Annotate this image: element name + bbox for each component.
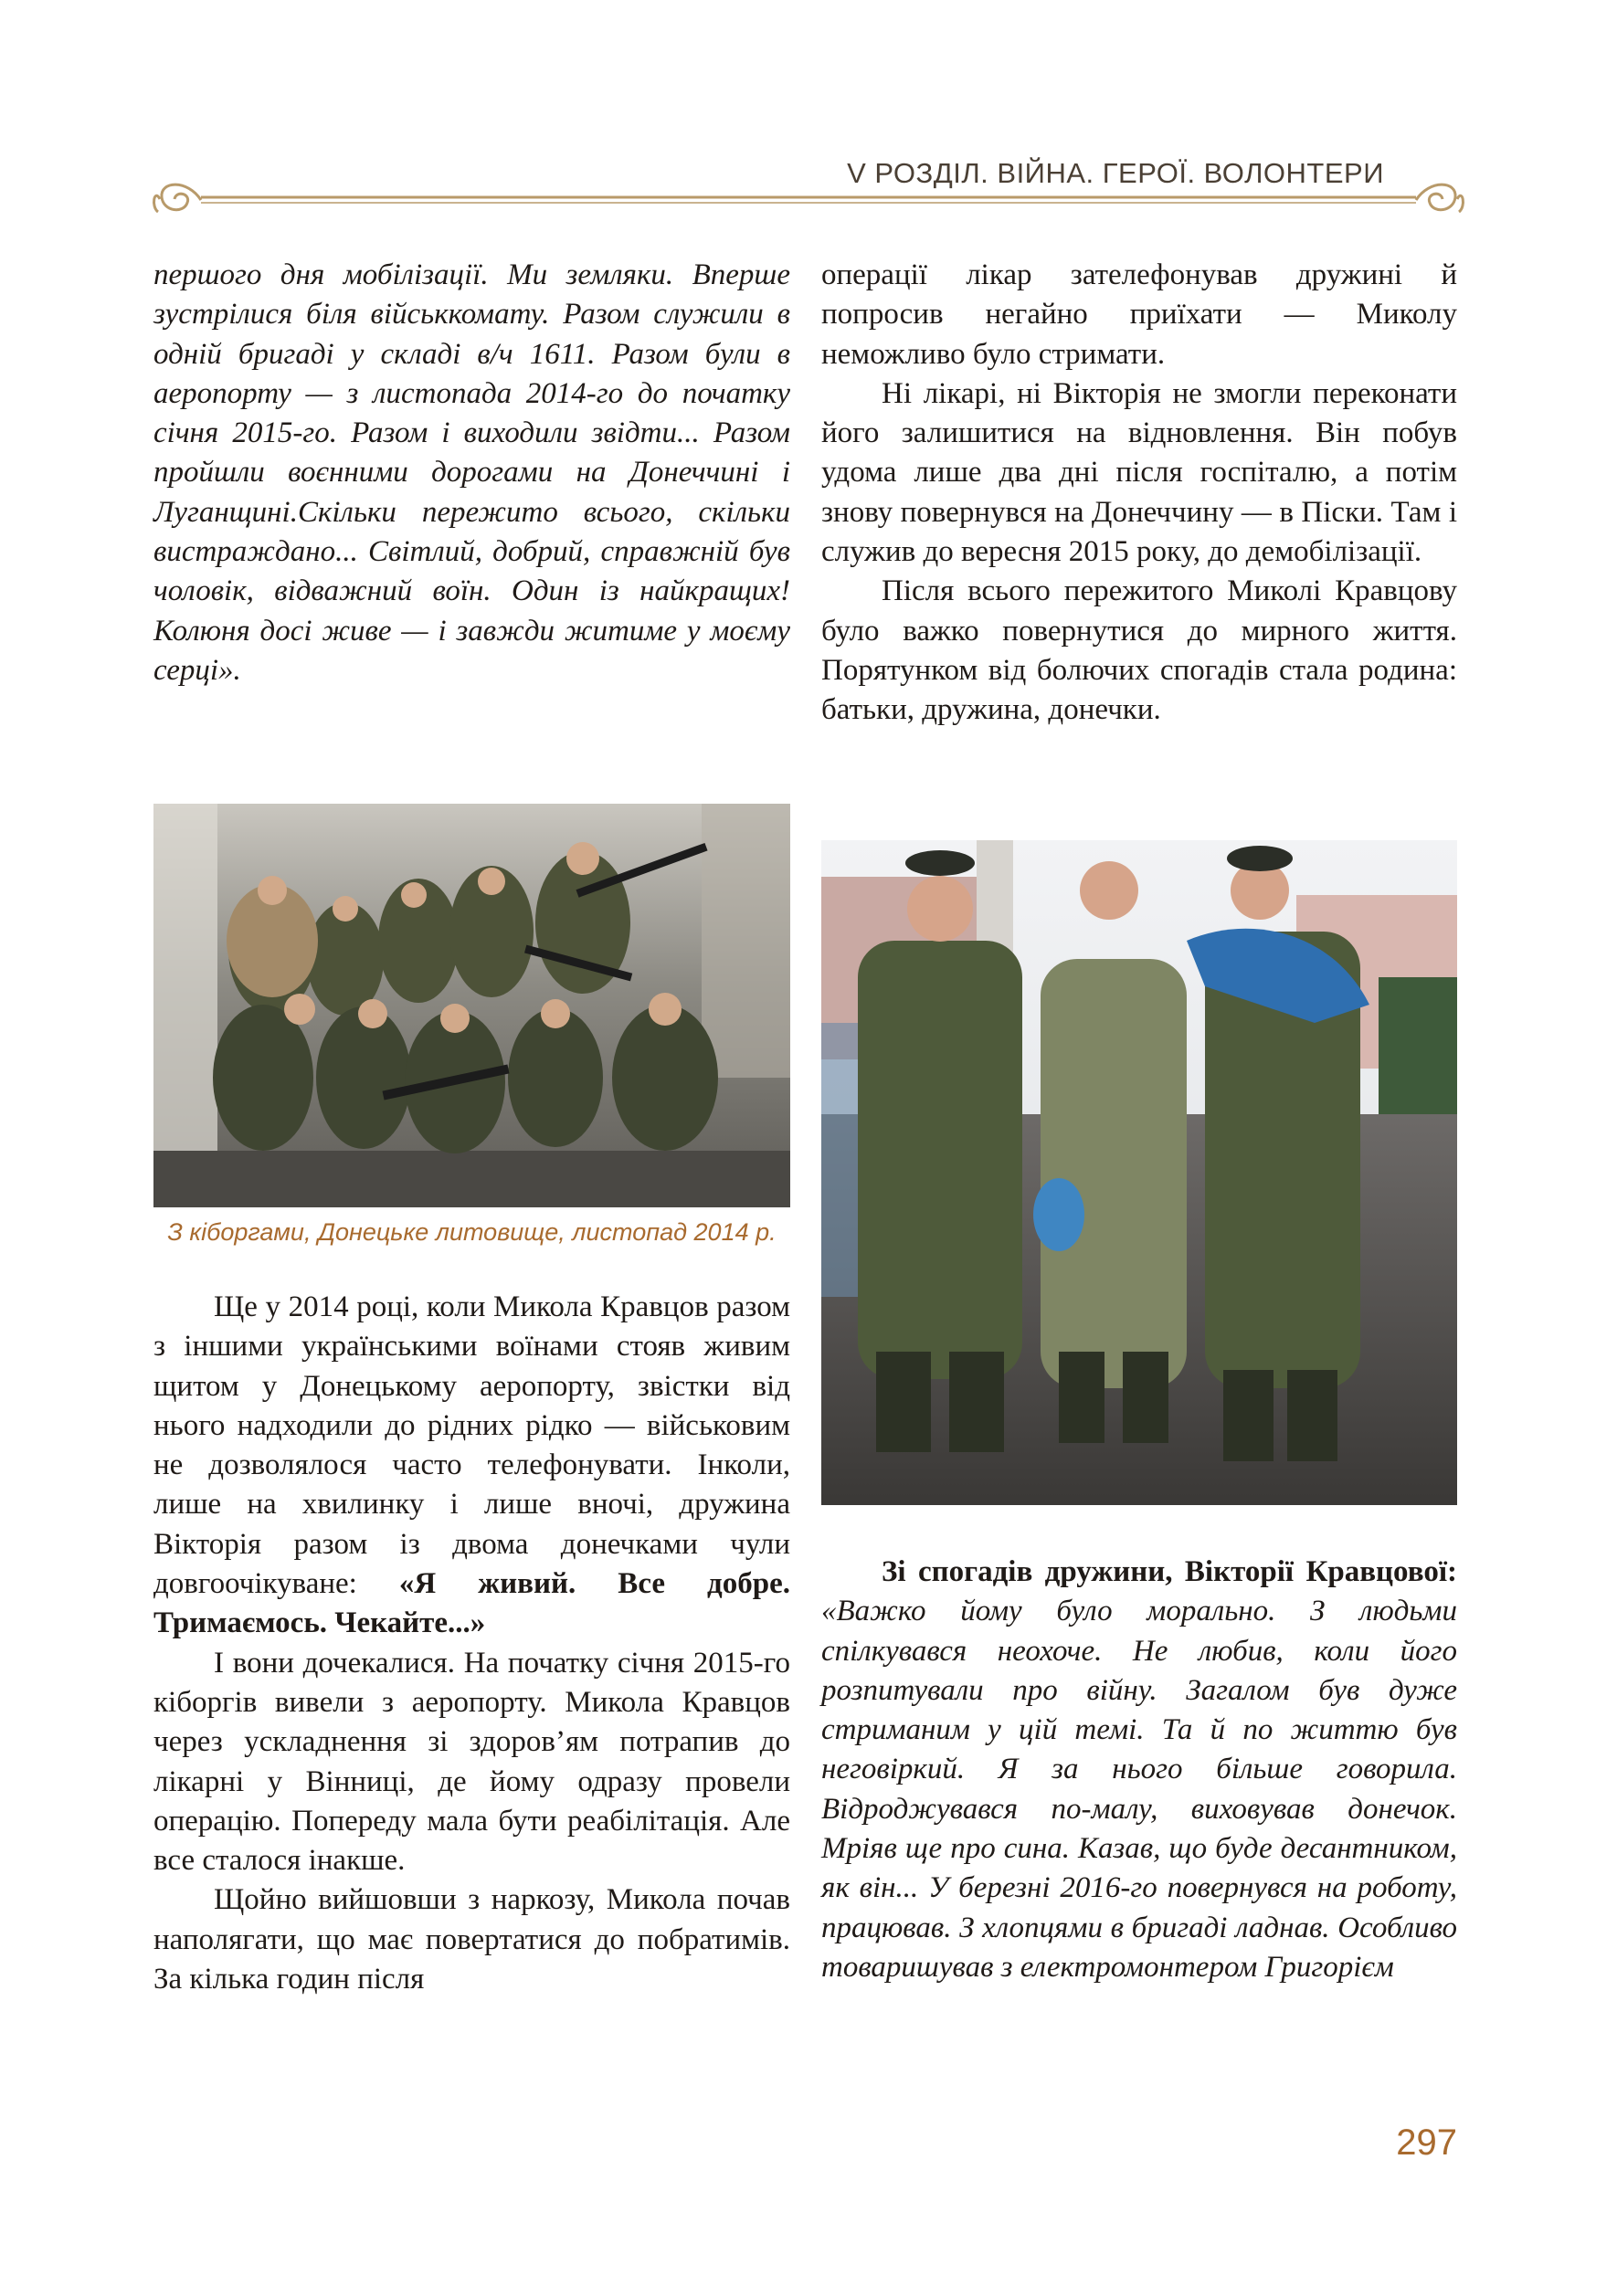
paragraph-news-text: Ще у 2014 році, коли Микола Кравцов разом з іншими українськими воїнами стояв живим щитом у Донецькому аеропорту, звістки від нього надходили до рідних рідко — військовим не дозволялося часто телефонувати. Інколи, лише на хвилинку і лише вночі, дружина Вікторія разом із двома донечками чули довгоочікуване: bbox=[153, 1290, 790, 1601]
running-head: V РОЗДІЛ. ВІЙНА. ГЕРОЇ. ВОЛОНТЕРИ bbox=[847, 157, 1384, 189]
paragraph-recovery: Ні лікарі, ні Вікторія не змогли переконати його залишитися на відновлення. Він побув удома лише два дні після госпіталю, а потім знову повернувся на Донеччину — в Піски. Там і служив до вересня 2015 року, до демобілізації. bbox=[821, 376, 1457, 569]
header-ornament bbox=[151, 170, 1466, 225]
paragraph-anesthesia: Щойно вийшовши з наркозу, Микола почав наполягати, що має повертатися до побратимів. За кілька годин після bbox=[153, 1883, 790, 1996]
paragraph-surgery: операції лікар зателефонував дружині й попросив негайно приїхати — Миколу неможливо було стримати. bbox=[821, 258, 1457, 371]
left-column-bottom bbox=[153, 1288, 790, 1999]
paragraph-peace: Після всього пережитого Миколі Кравцову було важко повернутися до мирного життя. Порятунком від болючих спогадів стала родина: батьки, дружина, донечки. bbox=[821, 574, 1457, 727]
left-column-top bbox=[153, 256, 790, 690]
paragraph-waited: І вони дочекалися. На початку січня 2015-го кіборгів вивели з аеропорту. Микола Кравцов через ускладнення зі здоров’ям потрапив до лікарні у Вінниці, де йому одразу провели операцію. Попереду мала бути реабілітація. Але все сталося інакше. bbox=[153, 1646, 790, 1878]
photo-cyborgs-airport bbox=[153, 804, 790, 1207]
paragraph-news-quote: «Я живий. Все добре. Тримаємось. Чекайте...» bbox=[153, 1567, 790, 1640]
right-column-top bbox=[821, 256, 1457, 731]
memoir-text: «Важко йому було морально. З людьми спілкувався неохоче. Не любив, коли його розпитували про війну. Загалом був дуже стриманим у цій темі. Та й по життю був неговіркий. Я за нього більше говорила. Відроджувався по-малу, виховував донечок. Мріяв ще про сина. Казав, що буде десантником, як він... У березні 2016-го повернувся на роботу, працював. З хлопцями в бригаді ладнав. Особливо товаришував з електромонтером Григорієм bbox=[821, 1595, 1457, 1984]
right-column-bottom bbox=[821, 1553, 1457, 1987]
paragraph-memoir bbox=[821, 1553, 1457, 1987]
photo-caption: З кіборгами, Донецьке литовище, листопад 2014 р. bbox=[167, 1218, 777, 1246]
memoir-heading: Зі спогадів дружини, Вікторії Кравцової: bbox=[882, 1555, 1457, 1588]
quote-continuation: першого дня мобілізації. Ми земляки. Вперше зустрілися біля військкомату. Разом служили в одній бригаді у складі в/ч 1611. Разом були в аеропорту — з листопада 2014-го до початку січня 2015-го. Разом і виходили звідти... Разом пройшли воєнними дорогами на Донеччині і Луганщині.Скільки пережито всього, скільки вистраждано... Світлий, добрий, справжній був чоловік, відважний воїн. Один із найкращих! Колюня досі живе — і завжди житиме у моєму серці». bbox=[153, 258, 790, 687]
page-number: 297 bbox=[1396, 2122, 1457, 2163]
paragraph-news bbox=[153, 1288, 790, 1644]
photo-three-veterans bbox=[821, 840, 1457, 1505]
